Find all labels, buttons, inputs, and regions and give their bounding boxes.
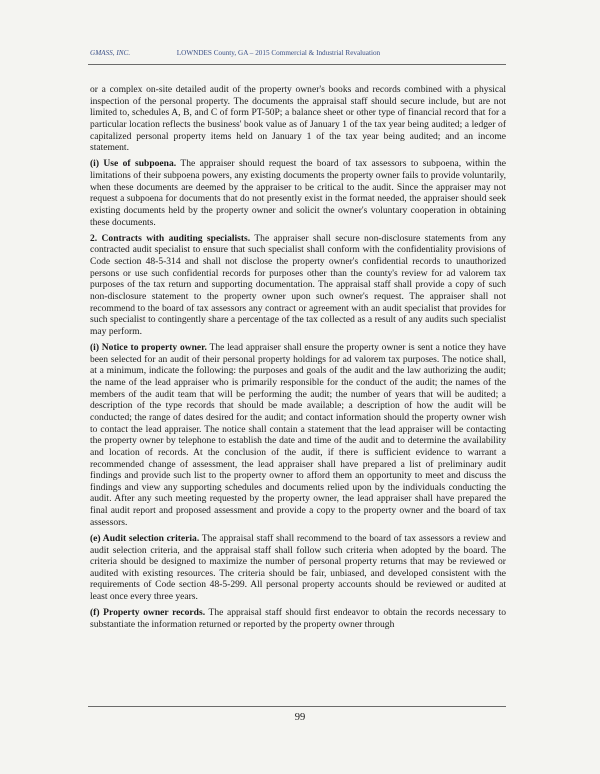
paragraph-owner-records xyxy=(90,607,506,630)
paragraph-text: The appraisal staff should first endeavor to obtain the records necessary to substantiate the information returned or reported by the property owner through xyxy=(90,607,506,630)
paragraph-heading: (i) Notice to property owner. xyxy=(90,341,207,353)
page-number: 99 xyxy=(294,712,306,723)
header-rule xyxy=(88,64,506,65)
paragraph-text: or a complex on-site detailed audit of the property owner's books and records combined with a physical inspection of the personal property. The documents the appraisal staff should secure include, but are not limited to, schedules A, B, and C of form PT-50P; a balance sheet or other type of financial record that for a particular location reflects the business' book value as of January 1 of the tax year being audited; a ledger of capitalized personal property items held on January 1 of the tax year being audited; and an income statement. xyxy=(90,84,506,154)
paragraph-audit-selection xyxy=(90,533,506,603)
paragraph-heading: (e) Audit selection criteria. xyxy=(90,532,200,544)
paragraph-contracts-auditing xyxy=(90,233,506,338)
paragraph-text: The lead appraiser shall ensure the property owner is sent a notice they have been selected for an audit of their personal property holdings for ad valorem tax purposes. The notice shall, at a minimum, indicate the following: the purposes and goals of the audit and the law authorizing the audit; the name of the lead appraiser who is primarily responsible for the conduct of the audit; the names of the members of the audit team that will be performing the audit; the number of years that will be audited; a description of the type records that should be made available; a description of how the audit will be conducted; the range of dates desired for the audit; and contact information should the property owner wish to contact the lead appraiser. The notice shall contain a statement that the lead appraiser will be contacting the property owner by telephone to establish the date and time of the audit and to determine the availability and location of records. At the conclusion of the audit, if there is sufficient evidence to warrant a recommended change of assessment, the lead appraiser shall have prepared a list of preliminary audit findings and provide such list to the property owner to afford them an opportunity to meet and discuss the findings and view any supporting schedules and documents relied upon by the individuals conducting the audit. After any such meeting requested by the property owner, the lead appraiser shall have prepared the final audit report and proposed assessment and provide a copy to the property owner and the board of tax assessors. xyxy=(90,341,506,528)
paragraph-heading: (f) Property owner records. xyxy=(90,607,206,619)
paragraph-text: The appraiser should request the board of tax assessors to subpoena, within the limitations of their subpoena powers, any existing documents the property owner fails to provide voluntarily, when these documents are deemed by the appraiser to be critical to the audit. Since the appraiser may not request a subpoena for documents that do not presently exist in the format needed, the appraiser should seek existing documents held by the property owner and solicit the owner's voluntary cooperation in obtaining these documents. xyxy=(90,158,506,228)
document-body xyxy=(90,84,506,635)
header-organization: GMASS, INC. xyxy=(90,49,131,57)
footer-rule xyxy=(88,706,506,707)
paragraph-text: The appraiser shall secure non-disclosure statements from any contracted audit specialist to ensure that such specialist shall conform with the confidentiality provisions of Code section 48-5-314 and shall not disclose the property owner's confidential records to unauthorized persons or use such confidential records for purposes other than the county's review for ad valorem tax purposes of the tax return and supporting documentation. The appraisal staff shall provide a copy of such non-disclosure statement to the property owner upon such owner's request. The appraiser shall not recommend to the board of tax assessors any contract or agreement with an audit specialist that provides for such specialist to contingently share a percentage of the tax collected as a result of any audits such specialist may perform. xyxy=(90,232,506,337)
running-header xyxy=(90,49,510,57)
paragraph-continuation xyxy=(90,84,506,154)
paragraph-notice-owner xyxy=(90,342,506,529)
header-title: LOWNDES County, GA – 2015 Commercial & Industrial Revaluation xyxy=(176,49,381,57)
paragraph-text: The appraisal staff shall recommend to the board of tax assessors a review and audit selection criteria, and the appraisal staff shall follow such criteria when adopted by the board. The criteria should be designed to maximize the number of personal property returns that may be reviewed or audited with existing resources. The criteria should be fair, unbiased, and developed consistent with the requirements of Code section 48-5-299. All personal property accounts should be reviewed or audited at least once every three years. xyxy=(90,532,506,603)
paragraph-heading: (i) Use of subpoena. xyxy=(90,158,177,170)
paragraph-use-of-subpoena xyxy=(90,158,506,228)
paragraph-heading: 2. Contracts with auditing specialists. xyxy=(90,232,251,244)
